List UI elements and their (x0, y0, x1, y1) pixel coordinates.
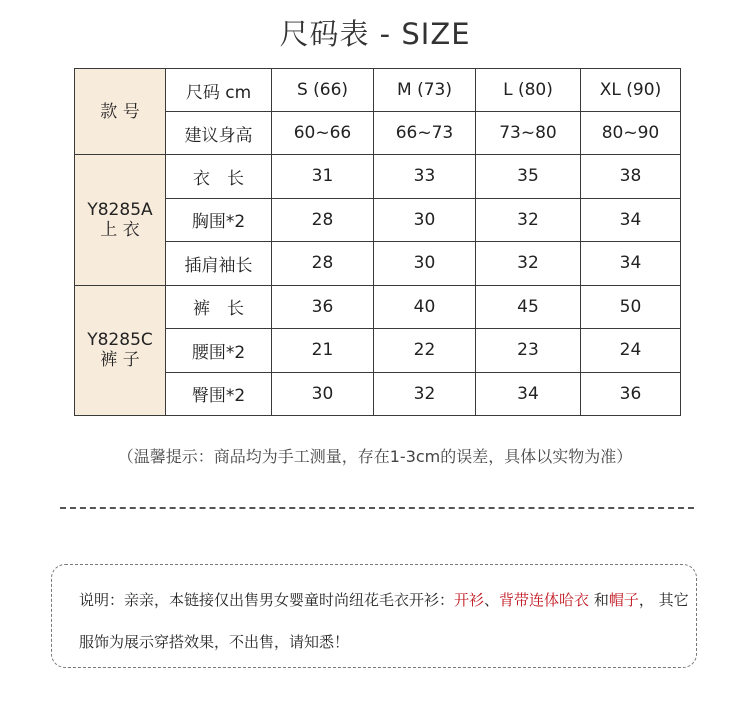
measurement-note: （温馨提示：商品均为手工测量，存在1-3cm的误差，具体以实物为准） (117, 447, 633, 466)
table-cell: 31 (272, 155, 374, 199)
item-romper: 背带连体哈衣 (499, 591, 590, 609)
table-cell: 23 (476, 329, 581, 373)
suggested-height-row (75, 112, 681, 155)
size-table (74, 68, 681, 416)
row-label: 衣 长 (166, 155, 272, 199)
model-type: 上 衣 (100, 219, 140, 240)
row-label: 胸围*2 (166, 198, 272, 242)
size-m-header: M (73) (374, 69, 476, 112)
table-cell: 30 (272, 372, 374, 416)
size-unit-header: 尺码 cm (166, 69, 272, 112)
size-l-header: L (80) (476, 69, 581, 112)
model-pants-cell (75, 285, 166, 416)
table-cell: 40 (374, 285, 476, 329)
item-cardigan: 开衫 (454, 591, 485, 609)
table-cell: 30 (374, 242, 476, 286)
table-row (75, 285, 681, 329)
size-header-row (75, 69, 681, 112)
table-cell: 34 (581, 242, 681, 286)
size-xl-header: XL (90) (581, 69, 681, 112)
model-header: 款 号 (75, 69, 166, 155)
table-cell: 34 (476, 372, 581, 416)
table-cell: 32 (374, 372, 476, 416)
table-cell: 33 (374, 155, 476, 199)
item-and: 和 (589, 591, 609, 609)
model-code: Y8285A (87, 199, 153, 220)
item-hat: 帽子 (608, 591, 639, 609)
explanation-prefix: 说明：亲亲，本链接仅出售男女婴童时尚纽花毛衣开衫： (79, 591, 455, 609)
suggested-height-m: 66~73 (374, 112, 476, 155)
table-row (75, 155, 681, 199)
suggested-height-xl: 80~90 (581, 112, 681, 155)
table-cell: 24 (581, 329, 681, 373)
suggested-height-l: 73~80 (476, 112, 581, 155)
row-label: 裤 长 (166, 285, 272, 329)
size-s-header: S (66) (272, 69, 374, 112)
table-cell: 28 (272, 242, 374, 286)
explanation-box (51, 564, 697, 668)
table-row (75, 329, 681, 373)
table-cell: 22 (374, 329, 476, 373)
model-code: Y8285C (87, 330, 153, 351)
table-cell: 32 (476, 198, 581, 242)
row-label: 插肩袖长 (166, 242, 272, 286)
table-row (75, 198, 681, 242)
dashed-divider (60, 507, 694, 509)
table-cell: 30 (374, 198, 476, 242)
table-cell: 21 (272, 329, 374, 373)
table-cell: 36 (272, 285, 374, 329)
item-separator: 、 (484, 591, 500, 609)
table-cell: 45 (476, 285, 581, 329)
table-cell: 36 (581, 372, 681, 416)
table-cell: 34 (581, 198, 681, 242)
suggested-height-label: 建议身高 (166, 112, 272, 155)
row-label: 臀围*2 (166, 372, 272, 416)
table-row (75, 372, 681, 416)
table-cell: 35 (476, 155, 581, 199)
table-cell: 28 (272, 198, 374, 242)
model-type: 裤 子 (100, 350, 140, 371)
explanation-suffix: ， 其它服饰为展示穿搭效果，不出售，请知悉！ (79, 591, 689, 651)
table-row (75, 242, 681, 286)
row-label: 腰围*2 (166, 329, 272, 373)
table-cell: 50 (581, 285, 681, 329)
page-title: 尺码表 - SIZE (279, 17, 471, 51)
model-top-cell (75, 155, 166, 286)
table-cell: 32 (476, 242, 581, 286)
suggested-height-s: 60~66 (272, 112, 374, 155)
table-cell: 38 (581, 155, 681, 199)
